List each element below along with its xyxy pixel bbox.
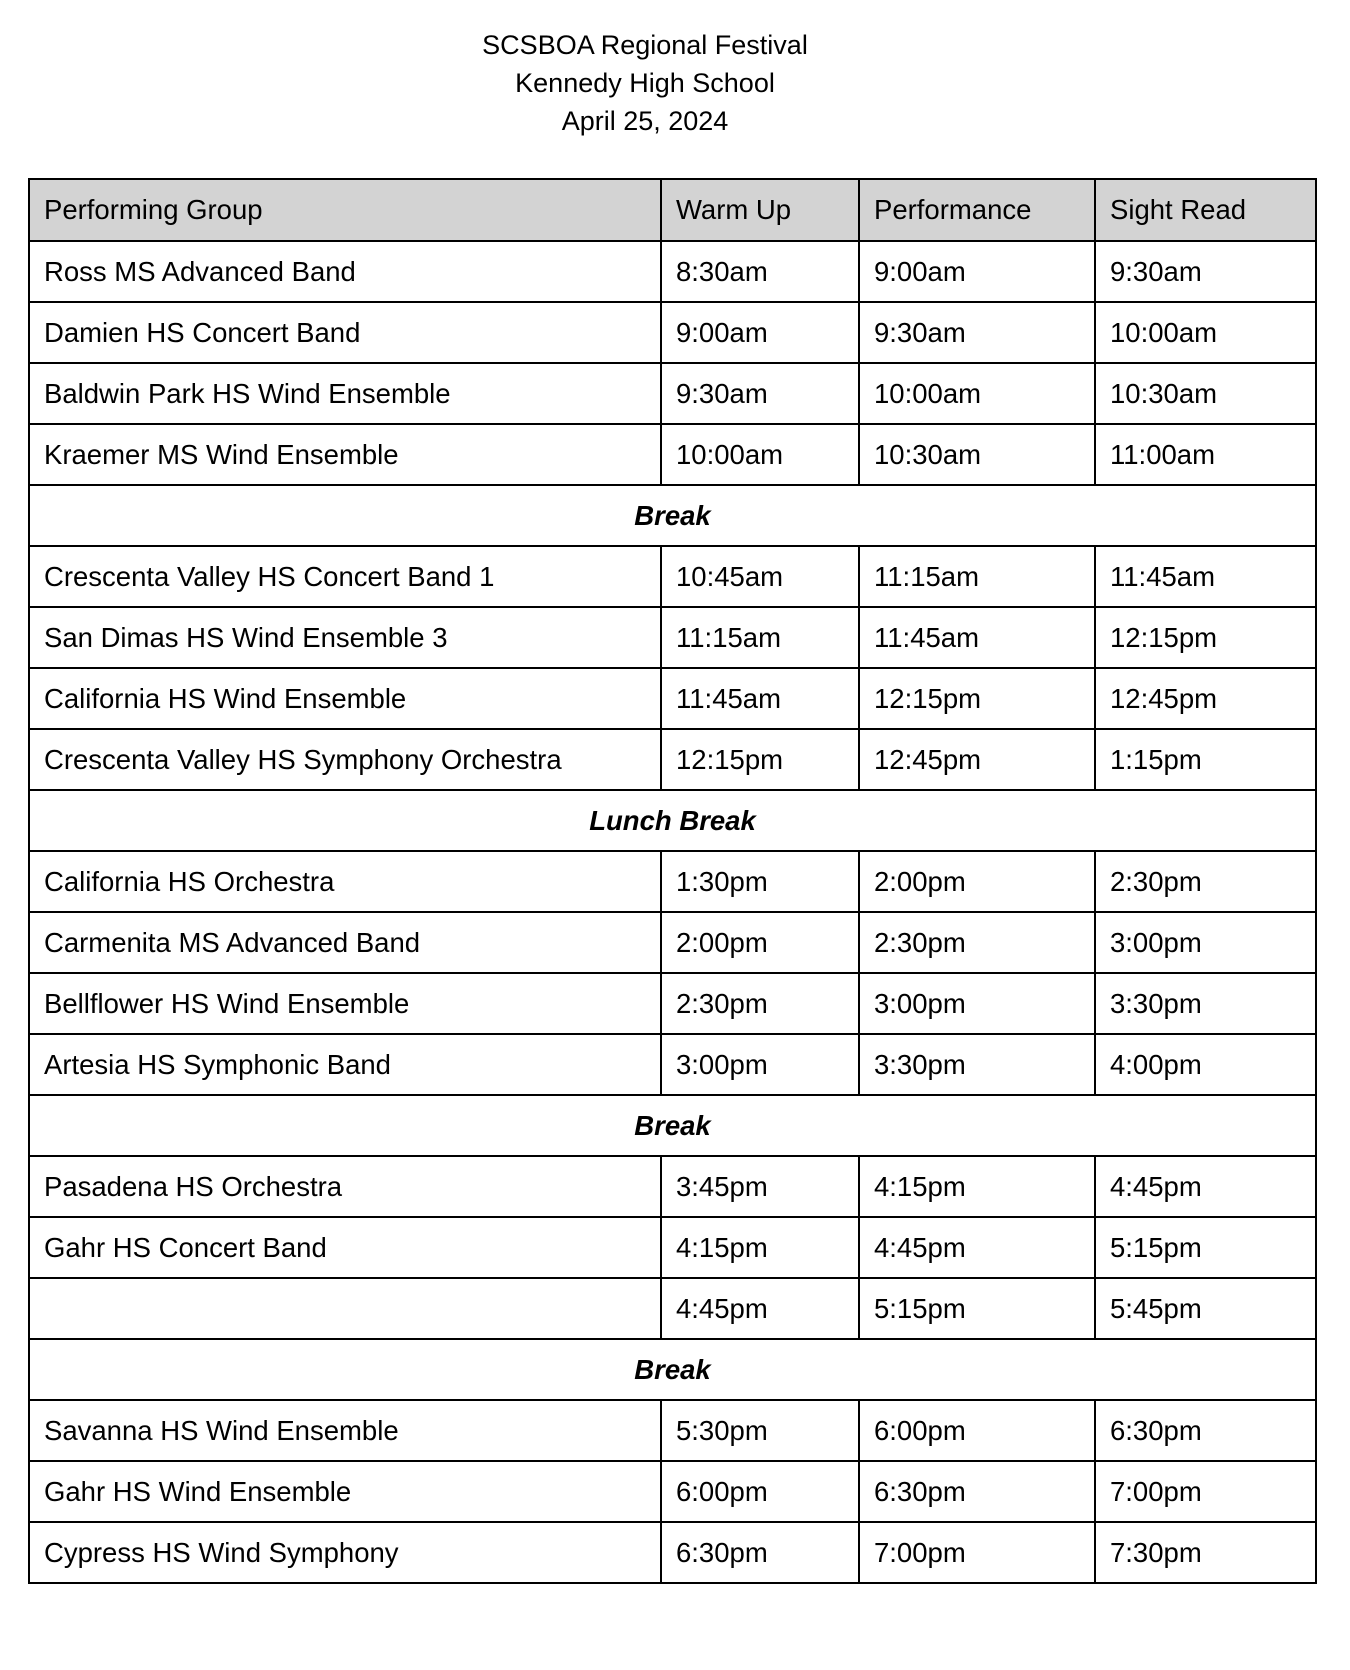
performance-cell: 6:30pm bbox=[859, 1461, 1095, 1522]
table-row bbox=[29, 1156, 1316, 1217]
performing-group-cell: Kraemer MS Wind Ensemble bbox=[29, 424, 661, 485]
sight-read-cell: 7:30pm bbox=[1095, 1522, 1316, 1583]
festival-date: April 25, 2024 bbox=[561, 106, 729, 136]
performing-group-cell: Pasadena HS Orchestra bbox=[29, 1156, 661, 1217]
warm-up-cell: 9:00am bbox=[661, 302, 859, 363]
table-row bbox=[29, 546, 1316, 607]
break-row bbox=[29, 1095, 1316, 1156]
sight-read-cell: 10:30am bbox=[1095, 363, 1316, 424]
sight-read-cell: 5:45pm bbox=[1095, 1278, 1316, 1339]
column-header-performance: Performance bbox=[859, 179, 1095, 241]
table-row bbox=[29, 729, 1316, 790]
warm-up-cell: 4:15pm bbox=[661, 1217, 859, 1278]
warm-up-cell: 10:45am bbox=[661, 546, 859, 607]
sight-read-cell: 12:15pm bbox=[1095, 607, 1316, 668]
performing-group-cell: Crescenta Valley HS Concert Band 1 bbox=[29, 546, 661, 607]
performance-cell: 4:45pm bbox=[859, 1217, 1095, 1278]
table-row bbox=[29, 363, 1316, 424]
table-row bbox=[29, 1278, 1316, 1339]
performance-cell: 5:15pm bbox=[859, 1278, 1095, 1339]
sight-read-cell: 12:45pm bbox=[1095, 668, 1316, 729]
sight-read-cell: 6:30pm bbox=[1095, 1400, 1316, 1461]
warm-up-cell: 2:30pm bbox=[661, 973, 859, 1034]
performing-group-cell bbox=[29, 1278, 661, 1339]
break-label: Break bbox=[29, 1339, 1316, 1400]
performance-cell: 3:00pm bbox=[859, 973, 1095, 1034]
warm-up-cell: 6:00pm bbox=[661, 1461, 859, 1522]
performing-group-cell: California HS Wind Ensemble bbox=[29, 668, 661, 729]
warm-up-cell: 9:30am bbox=[661, 363, 859, 424]
sight-read-cell: 9:30am bbox=[1095, 241, 1316, 302]
performance-cell: 3:30pm bbox=[859, 1034, 1095, 1095]
performing-group-cell: Gahr HS Concert Band bbox=[29, 1217, 661, 1278]
warm-up-cell: 2:00pm bbox=[661, 912, 859, 973]
table-row bbox=[29, 912, 1316, 973]
column-header-performing-group: Performing Group bbox=[29, 179, 661, 241]
schedule-table-body bbox=[29, 241, 1316, 1583]
warm-up-cell: 3:45pm bbox=[661, 1156, 859, 1217]
venue-name: Kennedy High School bbox=[515, 68, 775, 98]
performing-group-cell: California HS Orchestra bbox=[29, 851, 661, 912]
performance-cell: 11:15am bbox=[859, 546, 1095, 607]
warm-up-cell: 10:00am bbox=[661, 424, 859, 485]
performance-cell: 9:00am bbox=[859, 241, 1095, 302]
performance-cell: 4:15pm bbox=[859, 1156, 1095, 1217]
sight-read-cell: 5:15pm bbox=[1095, 1217, 1316, 1278]
table-row bbox=[29, 1400, 1316, 1461]
table-row bbox=[29, 241, 1316, 302]
warm-up-cell: 8:30am bbox=[661, 241, 859, 302]
sight-read-cell: 11:45am bbox=[1095, 546, 1316, 607]
performance-cell: 2:30pm bbox=[859, 912, 1095, 973]
sight-read-cell: 4:00pm bbox=[1095, 1034, 1316, 1095]
performing-group-cell: Crescenta Valley HS Symphony Orchestra bbox=[29, 729, 661, 790]
performance-cell: 2:00pm bbox=[859, 851, 1095, 912]
warm-up-cell: 3:00pm bbox=[661, 1034, 859, 1095]
performing-group-cell: Savanna HS Wind Ensemble bbox=[29, 1400, 661, 1461]
document-header bbox=[0, 26, 1290, 140]
schedule-table bbox=[28, 178, 1317, 1584]
break-label: Break bbox=[29, 1095, 1316, 1156]
sight-read-cell: 11:00am bbox=[1095, 424, 1316, 485]
sight-read-cell: 2:30pm bbox=[1095, 851, 1316, 912]
performing-group-cell: Gahr HS Wind Ensemble bbox=[29, 1461, 661, 1522]
performance-cell: 10:00am bbox=[859, 363, 1095, 424]
column-header-sight-read: Sight Read bbox=[1095, 179, 1316, 241]
table-row bbox=[29, 1217, 1316, 1278]
break-row bbox=[29, 790, 1316, 851]
warm-up-cell: 4:45pm bbox=[661, 1278, 859, 1339]
warm-up-cell: 5:30pm bbox=[661, 1400, 859, 1461]
break-row bbox=[29, 1339, 1316, 1400]
header-row bbox=[29, 179, 1316, 241]
table-row bbox=[29, 607, 1316, 668]
warm-up-cell: 6:30pm bbox=[661, 1522, 859, 1583]
sight-read-cell: 3:30pm bbox=[1095, 973, 1316, 1034]
warm-up-cell: 11:45am bbox=[661, 668, 859, 729]
performance-cell: 6:00pm bbox=[859, 1400, 1095, 1461]
table-row bbox=[29, 851, 1316, 912]
sight-read-cell: 1:15pm bbox=[1095, 729, 1316, 790]
performing-group-cell: Cypress HS Wind Symphony bbox=[29, 1522, 661, 1583]
table-row bbox=[29, 1522, 1316, 1583]
performing-group-cell: Carmenita MS Advanced Band bbox=[29, 912, 661, 973]
festival-title: SCSBOA Regional Festival bbox=[482, 30, 808, 60]
performance-cell: 7:00pm bbox=[859, 1522, 1095, 1583]
table-row bbox=[29, 1461, 1316, 1522]
table-row bbox=[29, 424, 1316, 485]
table-row bbox=[29, 668, 1316, 729]
table-row bbox=[29, 973, 1316, 1034]
warm-up-cell: 1:30pm bbox=[661, 851, 859, 912]
performance-cell: 10:30am bbox=[859, 424, 1095, 485]
sight-read-cell: 3:00pm bbox=[1095, 912, 1316, 973]
performing-group-cell: Damien HS Concert Band bbox=[29, 302, 661, 363]
sight-read-cell: 4:45pm bbox=[1095, 1156, 1316, 1217]
performing-group-cell: Bellflower HS Wind Ensemble bbox=[29, 973, 661, 1034]
performing-group-cell: Baldwin Park HS Wind Ensemble bbox=[29, 363, 661, 424]
performing-group-cell: Artesia HS Symphonic Band bbox=[29, 1034, 661, 1095]
table-row bbox=[29, 302, 1316, 363]
sight-read-cell: 10:00am bbox=[1095, 302, 1316, 363]
break-row bbox=[29, 485, 1316, 546]
warm-up-cell: 12:15pm bbox=[661, 729, 859, 790]
performance-cell: 11:45am bbox=[859, 607, 1095, 668]
performance-cell: 12:15pm bbox=[859, 668, 1095, 729]
performance-cell: 12:45pm bbox=[859, 729, 1095, 790]
performing-group-cell: Ross MS Advanced Band bbox=[29, 241, 661, 302]
warm-up-cell: 11:15am bbox=[661, 607, 859, 668]
column-header-warm-up: Warm Up bbox=[661, 179, 859, 241]
sight-read-cell: 7:00pm bbox=[1095, 1461, 1316, 1522]
performance-cell: 9:30am bbox=[859, 302, 1095, 363]
break-label: Break bbox=[29, 485, 1316, 546]
performing-group-cell: San Dimas HS Wind Ensemble 3 bbox=[29, 607, 661, 668]
break-label: Lunch Break bbox=[29, 790, 1316, 851]
schedule-table-header bbox=[29, 179, 1316, 241]
table-row bbox=[29, 1034, 1316, 1095]
